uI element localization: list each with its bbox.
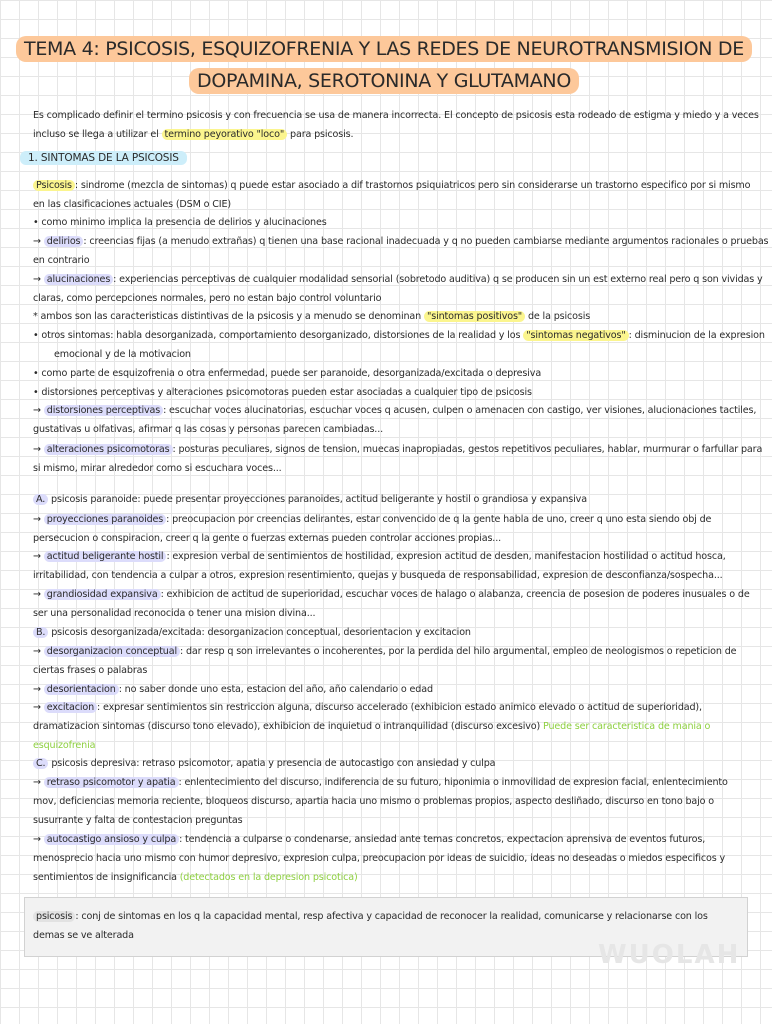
page-title-line-1 (0, 38, 768, 60)
desorg-line-2: ciertas frases o palabras (33, 665, 148, 676)
page-title-line-2 (0, 70, 768, 92)
psicosis-def-line-2: en las clasificaciones actuales (DSM o CIE) (33, 199, 231, 210)
autocast-text-3: sentimientos de insignificancia (33, 872, 180, 883)
box-line-1 (33, 911, 751, 923)
excit-line-1 (33, 702, 751, 714)
desorient-line (33, 684, 751, 696)
intro-line-1: Es complicado definir el termino psicosis y con frecuencia se usa de manera incorrecta. El concepto de psicosis esta rodeado de estigma y miedo y a veces (33, 110, 759, 121)
arrow: → (33, 514, 44, 525)
delirios-text: : creencias fijas (a menudo extrañas) q tienen una base racional inadecuada y q no pueden cambiarse mediante argumentos racionales o pruebas (83, 236, 769, 247)
arrow: → (33, 551, 44, 562)
ambos-line (33, 311, 751, 323)
otros-line-1 (33, 330, 765, 342)
autocast-line-2: menosprecio hacia uno mismo con humor depresivo, expresion culpa, preocupacion por ideas de suicidio, ideas no deseadas o miedos especificos y (33, 853, 726, 864)
arrow: → (33, 702, 44, 713)
alucinaciones-term: alucinaciones (44, 274, 113, 285)
proy-text: : preocupacion por creencias delirantes, estar convencido de q la gente habla de uno, creer q uno esta siendo obj de (166, 514, 712, 525)
section-1-title: 1. SINTOMAS DE LA PSICOSIS (20, 151, 187, 165)
alt-psico-line-1 (33, 444, 763, 456)
ambos-text-end: de la psicosis (525, 311, 591, 322)
box-line-2: demas se ve alterada (33, 930, 134, 941)
alt-psico-line-2: si mismo, mirar alrededor como si escuchara voces... (33, 463, 282, 474)
letter-c: C. (33, 758, 48, 769)
intro-text-end: para psicosis. (287, 129, 354, 140)
bullet-distorsiones: • distorsiones perceptivas y alteraciones psicomotoras pueden estar asociadas a cualquier tipo de psicosis (33, 387, 532, 398)
letter-a: A. (33, 494, 48, 505)
sintomas-positivos-highlight: "sintomas positivos" (424, 311, 525, 322)
grand-text: : exhibicion de actitud de superioridad, escuchar voces de halago o alabanza, creencia de posesion de poderes inusuales o de (160, 589, 750, 600)
delirios-line-2: en contrario (33, 255, 90, 266)
otros-line-2: emocional y de la motivacion (54, 349, 191, 360)
desorient-term: desorientacion (44, 684, 119, 695)
arrow: → (33, 646, 44, 657)
alt-psico-term: alteraciones psicomotoras (44, 444, 173, 455)
ambos-text: * ambos son las caracteristicas distintivas de la psicosis y a menudo se denominan (33, 311, 424, 322)
arrow: → (33, 274, 44, 285)
subtype-c-text: psicosis depresiva: retraso psicomotor, apatia y presencia de autocastigo con ansiedad y culpa (48, 758, 496, 769)
excit-term: excitacion (44, 702, 97, 713)
arrow: → (33, 589, 44, 600)
subtype-b-text: psicosis desorganizada/excitada: desorganizacion conceptual, desorientacion y excitacion (48, 627, 471, 638)
autocast-line-3 (33, 872, 751, 884)
arrow: → (33, 236, 44, 247)
excit-line-2 (33, 721, 751, 733)
dist-perc-text: : escuchar voces alucinatorias, escuchar voces q acusen, culpen o amenacen con castigo, ver visiones, alucionaciones tactiles, (163, 405, 757, 416)
proy-term: proyecciones paranoides (44, 514, 166, 525)
retraso-line-3: susurrante y falta de contestacion preguntas (33, 815, 243, 826)
letter-b: B. (33, 627, 48, 638)
proy-line-1 (33, 514, 751, 526)
arrow: → (33, 444, 44, 455)
desorg-term: desorganizacion conceptual (44, 646, 180, 657)
actitud-line-1 (33, 551, 751, 563)
dist-perc-term: distorsiones perceptivas (44, 405, 163, 416)
dist-perc-line-2: gustativas u olfativas, afirmar q las cosas y personas parecen cambiadas... (33, 424, 384, 435)
otros-text-end: : disminucion de la expresion (628, 330, 765, 341)
psicosis-def-line-1 (33, 180, 751, 192)
delirios-line-1 (33, 236, 769, 248)
subtype-a (33, 494, 751, 506)
autocast-term: autocastigo ansioso y culpa (44, 834, 179, 845)
alt-psico-text: : posturas peculiares, signos de tension, muecas inapropiadas, gestos repetitivos peculiares, hablar, murmurar o farfullar para (172, 444, 763, 455)
dist-perc-line-1 (33, 405, 757, 417)
box-text: : conj de sintomas en los q la capacidad mental, resp afectiva y capacidad de reconocer la realidad, comunicarse y relacionarse con los (75, 911, 708, 922)
excit-text-2: dramatizacion sintomas (discurso tono elevado), exhibicion de inquietud o intranquilidad (discurso excesivo) (33, 721, 543, 732)
alucinaciones-text: : experiencias perceptivas de cualquier modalidad sensorial (sobretodo auditiva) q se producen sin un est externo real pero q son vividas y (113, 274, 763, 285)
excit-line-3: esquizofrenia (33, 740, 96, 751)
desorg-text: : dar resp q son irrelevantes o incoherentes, por la perdida del hilo argumental, empleo de neologismos o repeticion de (179, 646, 737, 657)
desorient-text: : no saber donde uno esta, estacion del año, año calendario o edad (118, 684, 433, 695)
highlight-term: termino peyorativo "loco" (162, 129, 288, 140)
actitud-term: actitud beligerante hostil (44, 551, 167, 562)
arrow: → (33, 684, 44, 695)
actitud-text: : expresion verbal de sentimientos de hostilidad, expresion actitud de desden, manifestacion hostilidad o actitud hosca, (166, 551, 726, 562)
alucinaciones-line-2: claras, como percepciones normales, pero no estan bajo control voluntario (33, 293, 382, 304)
psicosis-def-text: : sindrome (mezcla de sintomas) q puede estar asociado a dif trastornos psiquiatricos pero sin considerarse un trastorno especifico por si mismo (74, 180, 751, 191)
arrow: → (33, 777, 44, 788)
intro-line-2 (33, 129, 751, 141)
excit-text: : expresar sentimientos sin restriccion alguna, discurso accelerado (exhibicion estado animico elevado o actitud de superioridad), (97, 702, 702, 713)
subtype-a-text: psicosis paranoide: puede presentar proyecciones paranoides, actitud beligerante y hostil o grandiosa y expansiva (48, 494, 587, 505)
arrow: → (33, 834, 44, 845)
psicosis-term: Psicosis (33, 180, 75, 191)
box-term: psicosis (33, 911, 75, 922)
retraso-line-2: mov, deficiencias memoria reciente, bloqueos discurso, apartia hacia uno mismo o problemas propios, aspecto desliñado, discurso en tono bajo o (33, 796, 714, 807)
title-text-2: DOPAMINA, SEROTONINA Y GLUTAMANO (189, 68, 579, 94)
arrow: → (33, 405, 44, 416)
retraso-term: retraso psicomotor y apatia (44, 777, 179, 788)
proy-line-2: persecucion o conspiracion, creer q la gente o fuerzas externas pueden controlar acciones propias... (33, 533, 502, 544)
subtype-b (33, 627, 751, 639)
section-heading (20, 152, 738, 164)
retraso-text: : enlentecimiento del discurso, indiferencia de su futuro, hiponimia o inmovilidad de expresion facial, enlentecimiento (178, 777, 728, 788)
grand-term: grandiosidad expansiva (44, 589, 161, 600)
alucinaciones-line-1 (33, 274, 763, 286)
bullet-parte: • como parte de esquizofrenia o otra enfermedad, puede ser paranoide, desorganizada/excitada o depresiva (33, 368, 542, 379)
bullet-minimo: • como minimo implica la presencia de delirios y alucinaciones (33, 217, 327, 228)
watermark-logo: WUOLAH (598, 940, 741, 970)
grand-line-2: ser una personalidad reconocida o tener una mision divina... (33, 608, 316, 619)
title-text-1: TEMA 4: PSICOSIS, ESQUIZOFRENIA Y LAS REDES DE NEUROTRANSMISION DE (16, 36, 752, 62)
autocast-note: (detectados en la depresion psicotica) (179, 872, 358, 883)
excit-note: Puede ser caracteristica de mania o (543, 721, 711, 732)
subtype-c (33, 758, 751, 770)
grand-line-1 (33, 589, 751, 601)
autocast-line-1 (33, 834, 751, 846)
autocast-text: : tendencia a culparse o condenarse, ansiedad ante temas concretos, expectacion aprensiva de eventos futuros, (179, 834, 706, 845)
desorg-line-1 (33, 646, 751, 658)
intro-text: incluso se llega a utilizar el (33, 129, 162, 140)
actitud-line-2: irritabilidad, con tendencia a culpar a otros, expresion resentimiento, quejas y busqueda de responsabilidad, expresion de desconfianza/sospecha... (33, 570, 723, 581)
sintomas-negativos-highlight: "sintomas negativos" (523, 330, 628, 341)
retraso-line-1 (33, 777, 751, 789)
otros-text: • otros sintomas: habla desorganizada, comportamiento desorganizado, distorsiones de la realidad y los (33, 330, 524, 341)
delirios-term: delirios (44, 236, 84, 247)
